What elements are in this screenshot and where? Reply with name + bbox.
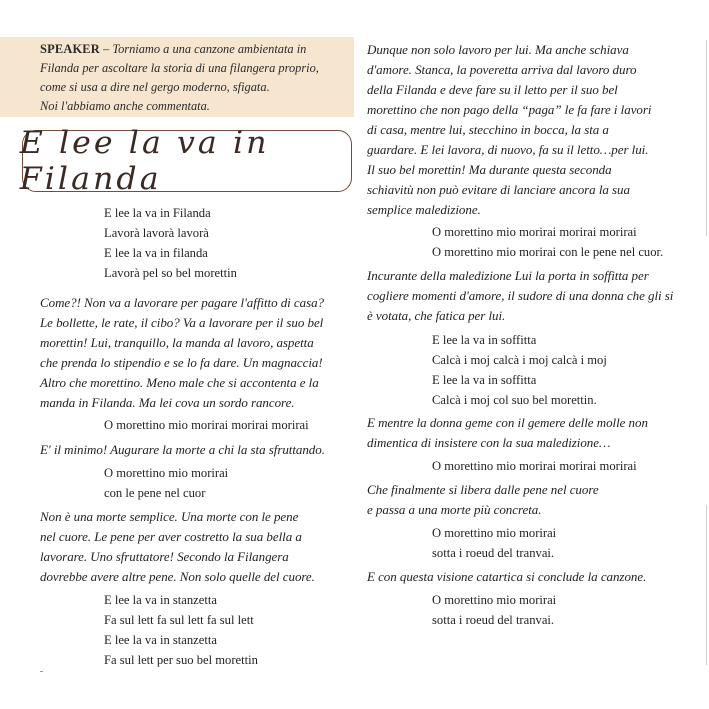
verse-line: O morettino mio morirai bbox=[104, 466, 229, 480]
commentary-line: schiavitù non può evitare di lanciare ancora la sua bbox=[367, 182, 630, 197]
verse-block bbox=[432, 456, 637, 476]
verse-line: Lavorà pel so bel morettin bbox=[104, 266, 237, 280]
verse-line: E lee la va in soffitta bbox=[432, 373, 537, 387]
commentary-line: d'amore. Stanca, la poveretta arriva dal lavoro duro bbox=[367, 62, 637, 77]
speaker-line bbox=[40, 40, 345, 59]
verse-line: sotta i roeud del tranvai. bbox=[432, 613, 555, 627]
commentary-line: Come?! Non va a lavorare per pagare l'affitto di casa? bbox=[40, 295, 325, 310]
verse-line: Calcà i moj calcà i moj calcà i moj bbox=[432, 353, 607, 367]
commentary-line: Altro che morettino. Meno male che si accontenta e la bbox=[40, 375, 319, 390]
speaker-label: SPEAKER bbox=[40, 42, 100, 56]
commentary-block bbox=[367, 40, 651, 220]
verse-line: O morettino mio morirai bbox=[432, 526, 557, 540]
page-mark bbox=[40, 671, 43, 672]
verse-block bbox=[432, 523, 556, 563]
verse-line: Fa sul lett fa sul lett fa sul lett bbox=[104, 613, 254, 627]
verse-line: sotta i roeud del tranvai. bbox=[432, 546, 555, 560]
verse-block bbox=[432, 222, 663, 262]
commentary-line: semplice maledizione. bbox=[367, 202, 481, 217]
verse-line: E lee la va in Filanda bbox=[104, 206, 211, 220]
commentary-block bbox=[367, 266, 673, 326]
verse-block bbox=[432, 330, 607, 410]
verse-block bbox=[104, 590, 258, 670]
verse-line: Fa sul lett per suo bel morettin bbox=[104, 653, 258, 667]
verse-block bbox=[432, 590, 556, 630]
commentary-line: lavorare. Uno sfruttatore! Secondo la Filangera bbox=[40, 549, 289, 564]
commentary-line: è votata, che fatica per lui. bbox=[367, 308, 506, 323]
speaker-line: Noi l'abbiamo anche commentata. bbox=[40, 99, 210, 113]
commentary-line: che prenda lo stipendio e se lo fa dare. Un magnaccia! bbox=[40, 355, 323, 370]
commentary-line: E con questa visione catartica si conclude la canzone. bbox=[367, 569, 647, 584]
commentary-line: E mentre la donna geme con il gemere delle molle non bbox=[367, 415, 648, 430]
verse-line: O morettino mio morirai morirai morirai bbox=[432, 225, 637, 239]
commentary-block bbox=[40, 440, 325, 460]
verse-line: O morettino mio morirai bbox=[432, 593, 557, 607]
commentary-line: dimentica di insistere con la sua maledizione… bbox=[367, 435, 611, 450]
commentary-line: cogliere momenti d'amore, il sudore di una donna che gli si bbox=[367, 288, 674, 303]
commentary-line: Che finalmente si libera dalle pene nel cuore bbox=[367, 482, 599, 497]
page-edge-line bbox=[706, 40, 707, 236]
commentary-line: Incurante della maledizione Lui la porta in soffitta per bbox=[367, 268, 649, 283]
speaker-dash: – bbox=[99, 42, 113, 56]
song-title-frame bbox=[19, 125, 352, 197]
commentary-line: Non è una morte semplice. Una morte con le pene bbox=[40, 509, 299, 524]
speaker-line: come si usa a dire nel gergo moderno, sfigata. bbox=[40, 80, 270, 94]
commentary-line: nel cuore. Le pene per aver costretto la sua bella a bbox=[40, 529, 302, 544]
verse-block bbox=[104, 415, 309, 435]
commentary-line: dovrebbe avere altre pene. Non solo quelle del cuore. bbox=[40, 569, 315, 584]
song-title: E lee la va in Filanda bbox=[19, 125, 270, 197]
commentary-line: Il suo bel morettin! Ma durante questa seconda bbox=[367, 162, 612, 177]
verse-line: E lee la va in filanda bbox=[104, 246, 208, 260]
verse-line: Lavorà lavorà lavorà bbox=[104, 226, 209, 240]
commentary-line: E' il minimo! Augurare la morte a chi la sta sfruttando. bbox=[40, 442, 325, 457]
commentary-line: morettin! Lui, tranquillo, la manda al lavoro, aspetta bbox=[40, 335, 314, 350]
commentary-line: guardare. E lei lavora, di nuovo, fa su il letto…per lui. bbox=[367, 142, 649, 157]
speaker-intro bbox=[40, 40, 345, 116]
commentary-block bbox=[367, 480, 599, 520]
commentary-line: manda in Filanda. Ma lei cova un sordo rancore. bbox=[40, 395, 295, 410]
commentary-line: di casa, mentre lui, stecchino in bocca, la sta a bbox=[367, 122, 609, 137]
verse-line: O morettino mio morirai con le pene nel cuor. bbox=[432, 245, 664, 259]
commentary-block bbox=[40, 507, 315, 587]
commentary-line: morettino che non pago della “paga” le fa fare i lavori bbox=[367, 102, 652, 117]
verse-line: E lee la va in stanzetta bbox=[104, 593, 217, 607]
commentary-line: e passa a una morte più concreta. bbox=[367, 502, 542, 517]
commentary-block bbox=[40, 293, 324, 413]
speaker-line-text: Torniamo a una canzone ambientata in bbox=[112, 42, 307, 56]
verse-block bbox=[104, 463, 228, 503]
verse-line: E lee la va in stanzetta bbox=[104, 633, 217, 647]
verse-line: E lee la va in soffitta bbox=[432, 333, 537, 347]
commentary-block bbox=[367, 413, 648, 453]
commentary-line: Dunque non solo lavoro per lui. Ma anche schiava bbox=[367, 42, 629, 57]
page-edge-line bbox=[706, 505, 707, 665]
commentary-line: Le bollette, le rate, il cibo? Va a lavorare per il suo bel bbox=[40, 315, 324, 330]
verse-line: O morettino mio morirai morirai morirai bbox=[104, 418, 309, 432]
verse-line: Calcà i moj col suo bel morettin. bbox=[432, 393, 597, 407]
commentary-block bbox=[367, 567, 646, 587]
commentary-line: della Filanda e deve fare su il letto per il suo bel bbox=[367, 82, 618, 97]
speaker-line: Filanda per ascoltare la storia di una filangera proprio, bbox=[40, 61, 319, 75]
verse-line: O morettino mio morirai morirai morirai bbox=[432, 459, 637, 473]
verse-line: con le pene nel cuor bbox=[104, 486, 206, 500]
verse-block bbox=[104, 203, 237, 283]
